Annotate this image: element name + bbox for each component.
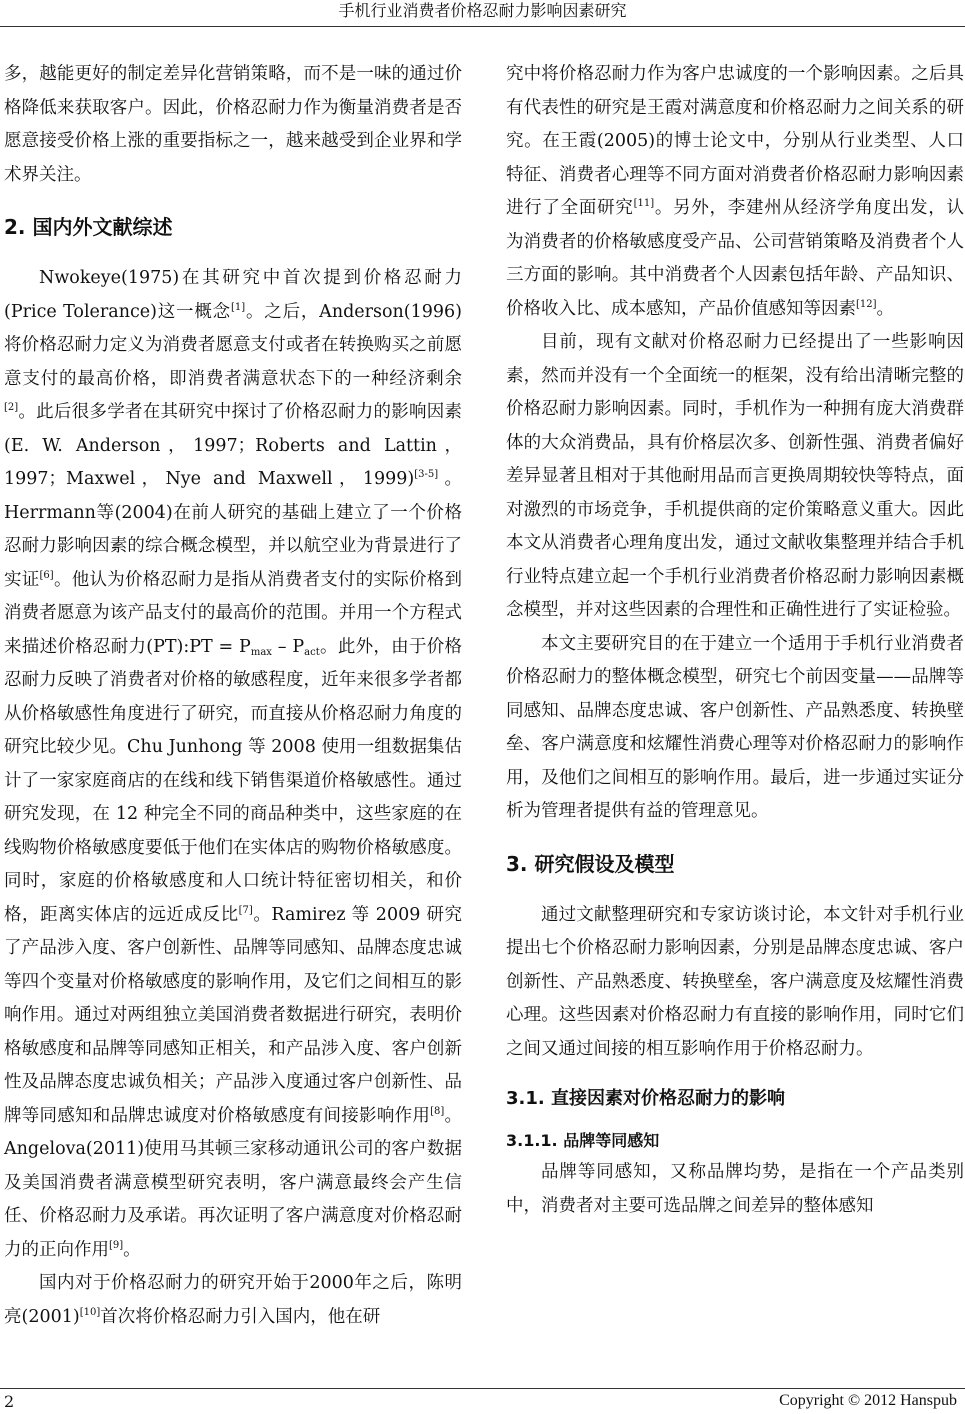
citation: [3-5] <box>414 469 439 480</box>
citation: [7] <box>238 904 253 916</box>
citation: [10] <box>79 1306 101 1318</box>
section-heading-2: 2. 国内外文献综述 <box>4 215 173 239</box>
section-heading-3: 3. 研究假设及模型 <box>506 851 675 876</box>
header-rule <box>0 26 965 27</box>
subsection-heading-3-1: 3.1. 直接因素对价格忍耐力的影响 <box>506 1088 785 1109</box>
citation: [8] <box>430 1105 445 1117</box>
citation: [9] <box>109 1239 124 1251</box>
citation: [12] <box>856 298 877 310</box>
paragraph: 多，越能更好的制定差异化营销策略，而不是一味的通过价格降低来获取客户。因此，价格忍耐力作为衡量消费者是否愿意接受价格上涨的重要指标之一，越来越受到企业界和学术界关注。 <box>4 64 462 185</box>
citation: [2] <box>4 402 19 413</box>
page-number: 2 <box>4 1392 15 1411</box>
running-title: 手机行业消费者价格忍耐力影响因素研究 <box>338 1 627 20</box>
left-column <box>4 58 462 1334</box>
subsubsection-heading-3-1-1: 3.1.1. 品牌等同感知 <box>506 1131 660 1150</box>
citation: [6] <box>39 569 54 581</box>
paragraph: 国内对于价格忍耐力的研究开始于2000年之后，陈明亮(2001)[10]首次将价格忍耐力引入国内，他在研 <box>4 1273 462 1327</box>
paragraph: 通过文献整理研究和专家访谈讨论，本文针对手机行业提出七个价格忍耐力影响因素，分别是品牌态度忠诚、客户创新性、产品熟悉度、转换壁垒，客户满意度及炫耀性消费心理。这些因素对价格忍耐力有直接的影响作用，同时它们之间又通过间接的相互影响作用于价格忍耐力。 <box>506 904 964 1059</box>
copyright-notice: Copyright © 2012 Hanspub <box>779 1392 957 1409</box>
right-column <box>506 58 964 1223</box>
subscript: max <box>250 646 272 658</box>
paragraph: 本文主要研究目的在于建立一个适用于手机行业消费者价格忍耐力的整体概念模型，研究七个前因变量——品牌等同感知、品牌态度忠诚、客户创新性、产品熟悉度、转换壁垒、客户满意度和炫耀性消费心理等对价格忍耐力的影响作用，及他们之间相互的影响作用。最后，进一步通过实证分析为管理者提供有益的管理意见。 <box>506 633 964 821</box>
paragraph: 目前，现有文献对价格忍耐力已经提出了一些影响因素，然而并没有一个全面统一的框架，没有给出清晰完整的价格忍耐力影响因素。同时，手机作为一种拥有庞大消费群体的大众消费品，具有价格层次多、创新性强、消费者偏好差异显著且相对于其他耐用品而言更换周期较快等特点，面对激烈的市场竞争，手机提供商的定价策略意义重大。因此本文从消费者心理角度出发，通过文献收集整理并结合手机行业特点建立起一个手机行业消费者价格忍耐力影响因素概念模型，并对这些因素的合理性和正确性进行了实证检验。 <box>506 332 964 620</box>
paragraph: Nwokeye(1975)在其研究中首次提到价格忍耐力(Price Tolerance)这一概念[1]。之后，Anderson(1996)将价格忍耐力定义为消费者愿意支付或者在转换购买之前愿意支付的最高价格，即消费者满意状态下的一种经济剩余[2]。此后很多学者在其研究中探讨了价格忍耐力的影响因素(E. W. Anderson，1997；Roberts and Lattin，1997；Maxwel，Nye and Maxwell，1999)[3-5]。Herrmann等(2004)在前人研究的基础上建立了一个价格忍耐力影响因素的综合概念模型，并以航空业为背景进行了实证[6]。他认为价格忍耐力是指从消费者支付的实际价格到消费者愿意为该产品支付的最高价的范围。并用一个方程式来描述价格忍耐力(PT):PT = $P_{max} - P_{act}$。此外，由于价格忍耐力反映了消费者对价格的敏感程度，近年来很多学者都从价格敏感性角度进行了研究，而直接从价格忍耐力角度的研究比较少见。Chu Junhong 等 2008 使用一组数据集估计了一家家庭商店的在线和线下销售渠道价格敏感性。通过研究发现，在 12 种完全不同的商品种类中，这些家庭的在线购物价格敏感度要低于他们在实体店的购物价格敏感度。同时，家庭的价格敏感度和人口统计特征密切相关，和价格，距离实体店的远近成反比[7]。Ramirez 等 2009 研究了产品涉入度、客户创新性、品牌等同感知、品牌态度忠诚等四个变量对价格敏感度的影响作用，及它们之间相互的影响作用。通过对两组独立美国消费者数据进行研究，表明价格敏感度和品牌等同感知正相关，和产品涉入度、客户创新性及品牌态度忠诚负相关；产品涉入度通过客户创新性、品牌等同感知和品牌忠诚度对价格敏感度有间接影响作用[8]。Angelova(2011)使用马其顿三家移动通讯公司的客户数据及美国消费者满意模型研究表明，客户满意最终会产生信任、价格忍耐力及承诺。再次证明了客户满意度对价格忍耐力的正向作用[9]。 <box>4 268 463 1260</box>
paragraph: 品牌等同感知，又称品牌均势，是指在一个产品类别中，消费者对主要可选品牌之间差异的整体感知 <box>506 1162 964 1216</box>
citation: [11] <box>633 198 655 209</box>
citation: [1] <box>230 301 246 313</box>
footer-rule <box>0 1388 965 1389</box>
paragraph: 究中将价格忍耐力作为客户忠诚度的一个影响因素。之后具有代表性的研究是王霞对满意度和价格忍耐力之间关系的研究。在王霞(2005)的博士论文中，分别从行业类型、人口特征、消费者心理等不同方面对消费者价格忍耐力影响因素进行了全面研究[11]。另外，李建州从经济学角度出发，认为消费者的价格敏感度受产品、公司营销策略及消费者个人三方面的影响。其中消费者个人因素包括年龄、产品知识、价格收入比、成本感知，产品价值感知等因素[12]。 <box>506 64 965 319</box>
subscript: act <box>304 646 320 658</box>
